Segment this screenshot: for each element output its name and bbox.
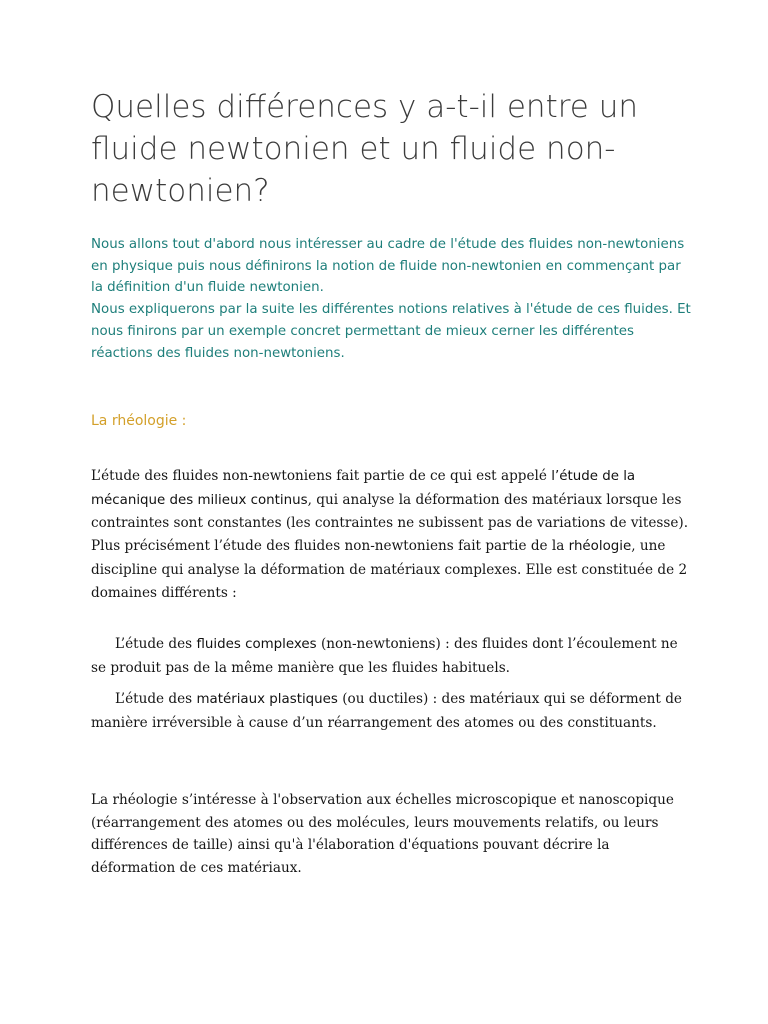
- p1-highlight-mecanique: l’étude de la mécanique des milieux continus: [91, 469, 636, 508]
- section-heading: La rhéologie :: [91, 413, 187, 429]
- domain-item-fluides-complexes: [91, 633, 691, 679]
- p1-text-e: , une discipline qui analyse la déformation de matériaux complexes. Elle est constituée de 2 domaines différents :: [91, 538, 688, 601]
- intro-text-2: Nous expliquerons par la suite les différentes notions relatives à l'étude de ces fluides. Et nous finirons par un exemple concret permettant de mieux cerner les différentes réactions des fluides non-newtoniens.: [91, 302, 691, 361]
- b2-text-c: (ou ductiles) : des matériaux qui se déforment de manière irréversible à cause d’un réarrangement des atomes ou des constituants.: [91, 691, 682, 731]
- b2-highlight: matériaux plastiques: [196, 692, 338, 707]
- b1-text-c: (non-newtoniens) : des fluides dont l’écoulement ne se produit pas de la même manière que les fluides habituels.: [91, 636, 678, 676]
- domain-item-materiaux-plastiques: [91, 688, 691, 734]
- page-title: Quelles différences y a-t-il entre un fluide newtonien et un fluide non-newtonien?: [91, 89, 639, 209]
- b2-text-a: L’étude des: [115, 691, 197, 707]
- intro-text-1: Nous allons tout d'abord nous intéresser au cadre de l'étude des fluides non-newtoniens en physique puis nous définirons la notion de fluide non-newtonien en commençant par la définition d'un fluide newtonien.: [91, 237, 685, 296]
- b1-text-a: L’étude des: [115, 636, 197, 652]
- b1-highlight: fluides complexes: [196, 637, 317, 652]
- rheology-scales-paragraph: La rhéologie s’intéresse à l'observation aux échelles microscopique et nanoscopique (réarrangement des atomes ou des molécules, leurs mouvements relatifs, ou leurs différences de taille) ainsi qu'à l'élaboration d'équations pouvant décrire la déformation de ces matériaux.: [91, 792, 674, 877]
- p1-highlight-rheologie: rhéologie: [568, 539, 632, 555]
- p1-text-c: , qui analyse la déformation des matériaux lorsque les contraintes sont constantes (les contraintes ne subissent pas de variations de vitesse). Plus précisément l’étude des fluides non-newtoniens fait partie de la: [91, 491, 689, 555]
- rheology-paragraph: [91, 465, 691, 604]
- p1-text-a: L’étude des fluides non-newtoniens fait partie de ce qui est appelé: [91, 468, 552, 484]
- intro-paragraph: [91, 234, 691, 364]
